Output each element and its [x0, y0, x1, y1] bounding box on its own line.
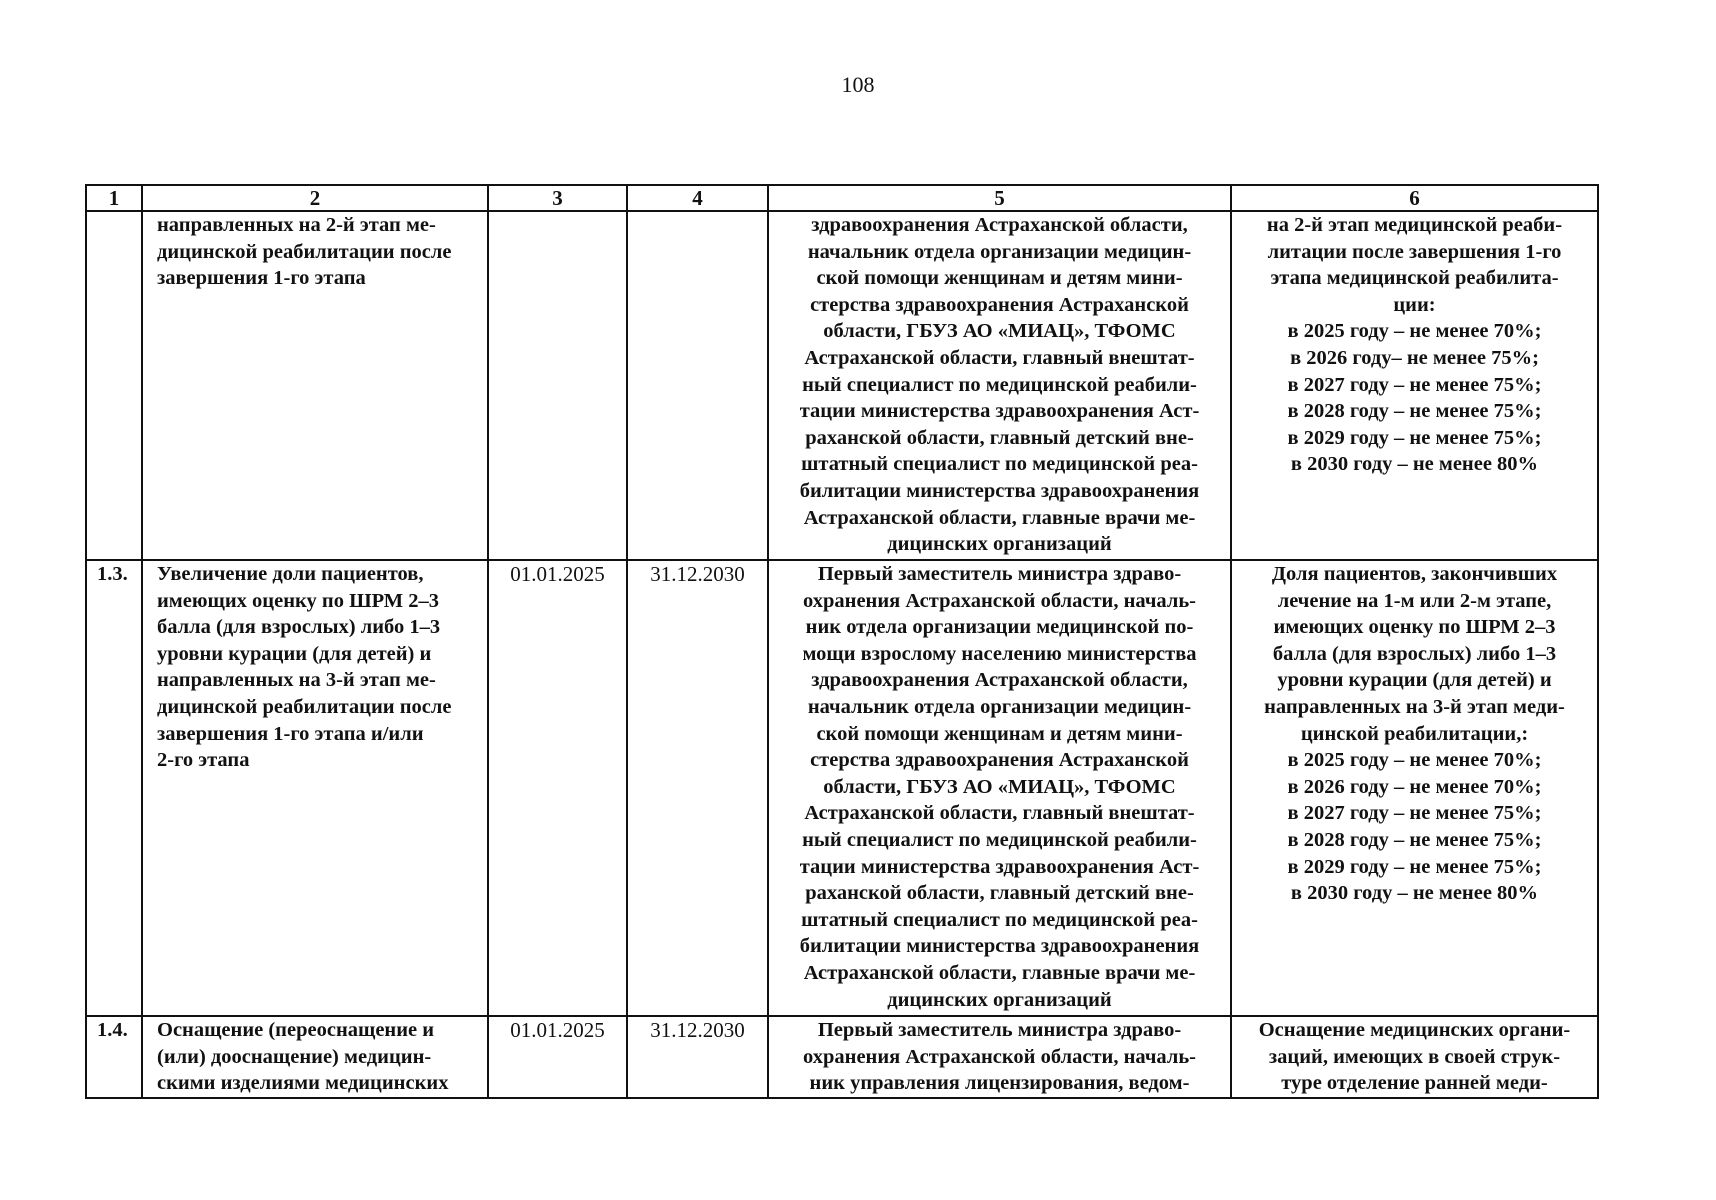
measure-name-line: завершения 1-го этапа и/или [157, 722, 424, 745]
result-cell [1231, 1016, 1598, 1098]
plan-table [85, 184, 1599, 1099]
responsible-line: стерства здравоохранения Астраханской [810, 749, 1189, 772]
result-line: лечение на 1-м или 2-м этапе, [1277, 589, 1552, 612]
result-line: этапа медицинской реабилита- [1270, 267, 1559, 290]
responsible-line: дицинских организаций [887, 988, 1112, 1011]
measure-name-line: скими изделиями медицинских [157, 1072, 449, 1095]
result-line: Оснащение медицинских органи- [1258, 1019, 1571, 1041]
responsible-line: раханской области, главный детский вне- [805, 426, 1194, 449]
table-row [86, 211, 1598, 560]
responsible-line: Первый заместитель министра здраво- [817, 563, 1182, 585]
result-line: в 2025 году – не менее 70%; [1287, 749, 1542, 772]
result-line: в 2029 году – не менее 75%; [1287, 426, 1542, 449]
result-line: в 2027 году – не менее 75%; [1287, 802, 1542, 825]
measure-name-line: Оснащение (переоснащение и [157, 1019, 435, 1041]
result-line: в 2026 году– не менее 75%; [1290, 346, 1539, 369]
measure-name-line: дицинской реабилитации после [157, 695, 452, 718]
responsible-line: раханской области, главный детский вне- [805, 882, 1194, 905]
row-number: 1.3. [97, 563, 128, 585]
row-number-cell [86, 1016, 142, 1098]
end-date: 31.12.2030 [650, 1018, 745, 1042]
responsible-line: Астраханской области, главный внештат- [804, 802, 1195, 825]
end-date-cell [627, 1016, 768, 1098]
responsible-line: билитации министерства здравоохранения [799, 935, 1200, 958]
row-number: 1.4. [97, 1019, 128, 1041]
responsible-line: ской помощи женщинам и детям мини- [816, 267, 1183, 290]
responsible-cell [768, 560, 1231, 1016]
measure-name-line: Увеличение доли пациентов, [157, 563, 424, 585]
start-date-cell [488, 560, 627, 1016]
result-line: туре отделение ранней меди- [1281, 1072, 1548, 1095]
responsible-line: области, ГБУЗ АО «МИАЦ», ТФОМС [823, 775, 1176, 798]
responsible-line: дицинских организаций [887, 533, 1112, 556]
measure-name-line: 2-го этапа [157, 749, 250, 772]
responsible-line: начальник отдела организации медицин- [807, 695, 1192, 718]
responsible-line: стерства здравоохранения Астраханской [810, 293, 1189, 316]
table-row [86, 1016, 1598, 1098]
responsible-line: ный специалист по медицинской реабили- [802, 373, 1197, 396]
responsible-line: тации министерства здравоохранения Аст- [799, 400, 1200, 423]
responsible-cell [768, 1016, 1231, 1098]
result-line: Доля пациентов, закончивших [1271, 563, 1558, 585]
result-line: цинской реабилитации,: [1300, 722, 1529, 745]
responsible-line: здравоохранения Астраханской области, [811, 669, 1188, 692]
start-date: 01.01.2025 [510, 562, 605, 586]
end-date-cell [627, 560, 768, 1016]
measure-name-line: уровни курации (для детей) и [157, 642, 432, 665]
row-number-cell [86, 560, 142, 1016]
result-line: уровни курации (для детей) и [1277, 669, 1552, 692]
responsible-line: ник управления лицензирования, ведом- [809, 1072, 1190, 1095]
header-cell: 2 [142, 185, 488, 211]
measure-name-line: балла (для взрослых) либо 1–3 [157, 616, 441, 639]
result-cell [1231, 560, 1598, 1016]
measure-name-line: (или) дооснащение) медицин- [157, 1045, 432, 1068]
measure-name-line: направленных на 3-й этап ме- [157, 669, 436, 692]
responsible-line: начальник отдела организации медицин- [807, 240, 1192, 263]
result-line: на 2-й этап медицинской реаби- [1266, 214, 1563, 236]
result-line: ции: [1393, 293, 1436, 316]
header-cell: 1 [86, 185, 142, 211]
responsible-line: штатный специалист по медицинской реа- [801, 453, 1198, 476]
result-line: в 2029 году – не менее 75%; [1287, 855, 1542, 878]
result-line: в 2030 году – не менее 80% [1290, 882, 1539, 905]
result-cell [1231, 211, 1598, 560]
measure-name-line: завершения 1-го этапа [157, 267, 366, 290]
responsible-line: ской помощи женщинам и детям мини- [816, 722, 1183, 745]
end-date: 31.12.2030 [650, 562, 745, 586]
responsible-cell [768, 211, 1231, 560]
result-line: балла (для взрослых) либо 1–3 [1272, 642, 1557, 665]
measure-name-cell [142, 560, 488, 1016]
header-cell: 5 [768, 185, 1231, 211]
responsible-line: здравоохранения Астраханской области, [811, 214, 1188, 236]
measure-name-cell [142, 1016, 488, 1098]
responsible-line: мощи взрослому населению министерства [802, 642, 1197, 665]
responsible-line: штатный специалист по медицинской реа- [801, 908, 1198, 931]
responsible-line: охранения Астраханской области, началь- [803, 1045, 1196, 1068]
header-cell: 3 [488, 185, 627, 211]
row-number-cell [86, 211, 142, 560]
result-line: в 2030 году – не менее 80% [1290, 453, 1539, 476]
page-number: 108 [841, 72, 875, 97]
responsible-line: области, ГБУЗ АО «МИАЦ», ТФОМС [823, 320, 1176, 343]
header-cell: 6 [1231, 185, 1598, 211]
header-row [86, 185, 1598, 211]
start-date: 01.01.2025 [510, 1018, 605, 1042]
responsible-line: билитации министерства здравоохранения [799, 479, 1200, 502]
responsible-line: ник отдела организации медицинской по- [805, 616, 1194, 639]
measure-name-line: дицинской реабилитации после [157, 240, 452, 263]
result-line: в 2026 году – не менее 70%; [1287, 775, 1542, 798]
result-line: в 2027 году – не менее 75%; [1287, 373, 1542, 396]
result-line: в 2028 году – не менее 75%; [1287, 828, 1542, 851]
responsible-line: Астраханской области, главные врачи ме- [803, 506, 1196, 529]
responsible-line: Астраханской области, главные врачи ме- [803, 961, 1196, 984]
result-line: имеющих оценку по ШРМ 2–3 [1273, 616, 1556, 639]
measure-name-cell [142, 211, 488, 560]
responsible-line: Первый заместитель министра здраво- [817, 1019, 1182, 1041]
result-line: литации после завершения 1-го [1267, 240, 1562, 263]
responsible-line: тации министерства здравоохранения Аст- [799, 855, 1200, 878]
result-line: заций, имеющих в своей струк- [1268, 1045, 1561, 1068]
responsible-line: Астраханской области, главный внештат- [804, 346, 1195, 369]
responsible-line: охранения Астраханской области, началь- [803, 589, 1196, 612]
end-date-cell [627, 211, 768, 560]
start-date-cell [488, 1016, 627, 1098]
start-date-cell [488, 211, 627, 560]
measure-name-line: направленных на 2-й этап ме- [157, 214, 436, 236]
measure-name-line: имеющих оценку по ШРМ 2–3 [157, 589, 439, 612]
result-line: направленных на 3-й этап меди- [1264, 695, 1565, 718]
header-cell: 4 [627, 185, 768, 211]
table-row [86, 560, 1598, 1016]
result-line: в 2025 году – не менее 70%; [1287, 320, 1542, 343]
responsible-line: ный специалист по медицинской реабили- [802, 828, 1197, 851]
result-line: в 2028 году – не менее 75%; [1287, 400, 1542, 423]
